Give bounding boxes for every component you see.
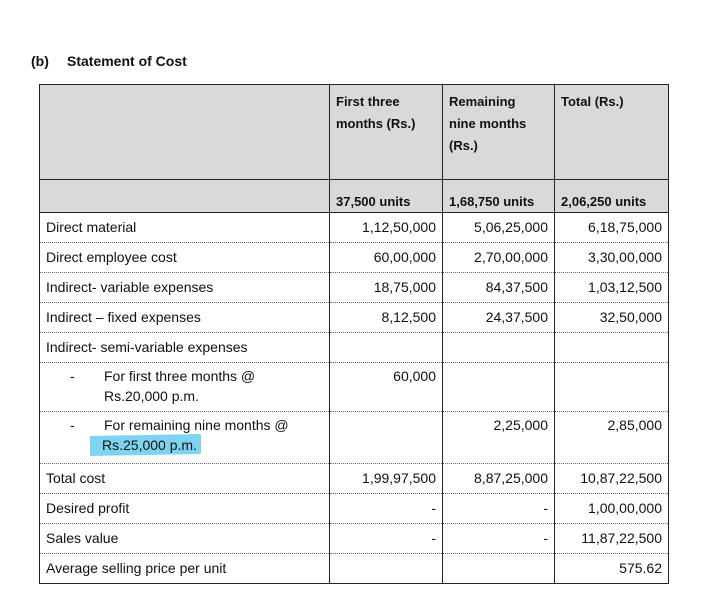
sub-row-line: Rs.20,000 p.m. <box>104 388 199 404</box>
units-cell: 37,500 units <box>330 180 443 213</box>
row-label: Desired profit <box>40 494 330 524</box>
row-value: 1,12,50,000 <box>330 213 443 243</box>
header-word: First three <box>336 94 400 109</box>
row-value: - <box>330 524 443 554</box>
sub-row-line: For remaining nine months @ <box>104 417 289 433</box>
row-value: - <box>443 494 555 524</box>
table-row <box>40 494 669 524</box>
row-value <box>443 333 555 363</box>
row-value: 10,87,22,500 <box>555 464 669 494</box>
dash-bullet: - <box>70 417 75 433</box>
row-label: Total cost <box>40 464 330 494</box>
row-label: Indirect- semi-variable expenses <box>40 333 330 363</box>
row-value <box>555 333 669 363</box>
sub-row-remaining-nine-months <box>40 412 669 464</box>
highlight-mark <box>90 434 201 456</box>
header-word: Remaining <box>449 94 516 109</box>
row-value: 32,50,000 <box>555 303 669 333</box>
header-word: (Rs.) <box>449 138 478 153</box>
row-value: 6,18,75,000 <box>555 213 669 243</box>
row-value: 18,75,000 <box>330 273 443 303</box>
row-value: 1,03,12,500 <box>555 273 669 303</box>
row-value: 2,85,000 <box>555 412 669 464</box>
row-label: Direct employee cost <box>40 243 330 273</box>
section-heading <box>31 53 187 69</box>
table-row <box>40 333 669 363</box>
table-header-row <box>40 85 669 180</box>
dash-bullet: - <box>70 368 75 384</box>
sub-row-line: For first three months @ <box>104 368 256 384</box>
cost-statement-table <box>39 84 669 584</box>
row-label: Direct material <box>40 213 330 243</box>
table-row <box>40 464 669 494</box>
sub-row-first-three-months <box>40 363 669 412</box>
row-value: 8,87,25,000 <box>443 464 555 494</box>
row-label: Indirect- variable expenses <box>40 273 330 303</box>
header-word: nine months <box>449 116 527 131</box>
row-value <box>330 333 443 363</box>
row-label: Sales value <box>40 524 330 554</box>
row-value: - <box>443 524 555 554</box>
row-value: 2,70,00,000 <box>443 243 555 273</box>
section-title: Statement of Cost <box>67 53 187 69</box>
row-value: 3,30,00,000 <box>555 243 669 273</box>
sub-row-line: Rs.25,000 p.m. <box>102 436 197 453</box>
table-row <box>40 243 669 273</box>
units-cell: 1,68,750 units <box>443 180 555 213</box>
row-value: 2,25,000 <box>443 412 555 464</box>
row-value: 1,99,97,500 <box>330 464 443 494</box>
row-value: 60,000 <box>330 363 443 412</box>
row-label: Average selling price per unit <box>40 554 330 584</box>
header-blank-cell <box>40 85 330 180</box>
header-first-three-months <box>330 85 443 180</box>
sub-row-label <box>40 363 330 412</box>
row-value: 575.62 <box>555 554 669 584</box>
row-value: 1,00,00,000 <box>555 494 669 524</box>
row-value <box>443 554 555 584</box>
table-row <box>40 303 669 333</box>
units-row <box>40 180 669 213</box>
units-blank-cell <box>40 180 330 213</box>
row-value: 5,06,25,000 <box>443 213 555 243</box>
header-total <box>555 85 669 180</box>
table-row <box>40 213 669 243</box>
row-value <box>555 363 669 412</box>
row-value: 24,37,500 <box>443 303 555 333</box>
row-value: 11,87,22,500 <box>555 524 669 554</box>
header-remaining-nine-months <box>443 85 555 180</box>
header-word: months (Rs.) <box>336 116 416 131</box>
row-value: 60,00,000 <box>330 243 443 273</box>
table-row <box>40 554 669 584</box>
row-value: 8,12,500 <box>330 303 443 333</box>
section-marker: (b) <box>31 53 49 69</box>
row-value <box>443 363 555 412</box>
sub-row-label <box>40 412 330 464</box>
row-label: Indirect – fixed expenses <box>40 303 330 333</box>
row-value: 84,37,500 <box>443 273 555 303</box>
units-cell: 2,06,250 units <box>555 180 669 213</box>
table-row <box>40 273 669 303</box>
row-value <box>330 412 443 464</box>
row-value <box>330 554 443 584</box>
table-row <box>40 524 669 554</box>
row-value: - <box>330 494 443 524</box>
header-word: Total (Rs.) <box>561 94 624 109</box>
